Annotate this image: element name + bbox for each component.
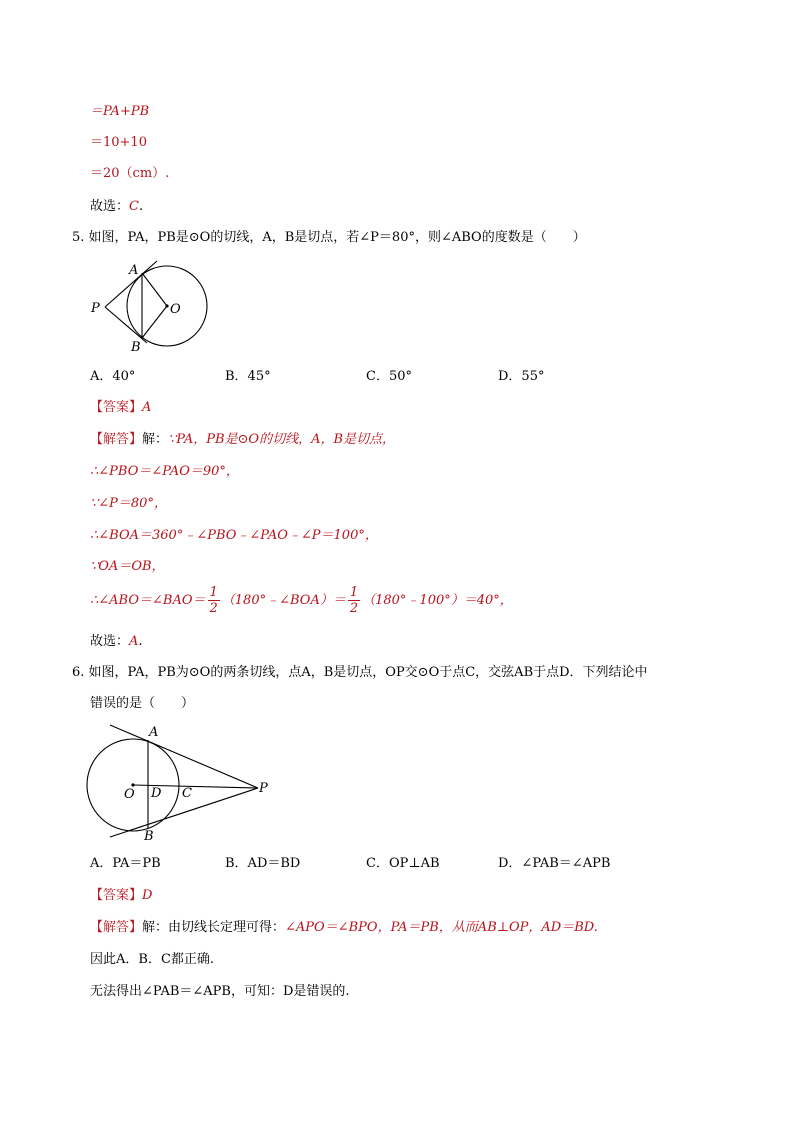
q5-label-p: P xyxy=(91,301,100,316)
q6-option-a: A．PA＝PB xyxy=(90,856,161,871)
q6-answer-tag: 【答案】 xyxy=(90,888,143,903)
q6-analysis-line-3: 无法得出∠PAB＝∠APB，可知：D是错误的. xyxy=(90,984,350,999)
q6-option-c: C．OP⊥AB xyxy=(366,856,440,871)
q5-step-5: ∵OA＝OB， xyxy=(90,559,165,574)
q5-label-b: B xyxy=(131,340,141,354)
q6-analysis-line-2: 因此A．B．C都正确. xyxy=(90,952,215,967)
q6-analysis-lead: 解：由切线长定理可得： xyxy=(142,920,286,935)
q6-text-1: 如图，PA，PB为⊙O的两条切线，点A，B是切点，OP交⊙O于点C，交弦AB于点D．下列结论中 xyxy=(88,665,648,680)
q5-center-dot xyxy=(165,304,168,307)
q5-answer-tag: 【答案】 xyxy=(90,400,143,415)
prev-answer-suffix: . xyxy=(138,199,144,214)
q5-text: 如图，PA，PB是⊙O的切线，A，B是切点，若∠P＝80°，则∠ABO的度数是（ ） xyxy=(88,230,586,245)
q5-label-o: O xyxy=(170,302,181,317)
q6-analysis-math: ∠APO＝∠BPO，PA＝PB，从而AB⊥OP，AD＝BD. xyxy=(285,920,598,935)
q5-tangent-pb xyxy=(105,307,147,343)
prev-step-1: ＝PA+PB xyxy=(90,104,150,119)
q6-label-c: C xyxy=(182,786,192,801)
prev-answer-line xyxy=(90,198,143,216)
q5-label-a: A xyxy=(129,263,139,278)
q5-step-4: ∴∠BOA＝360°﹣∠PBO﹣∠PAO﹣∠P＝100°， xyxy=(90,528,378,543)
q6-analysis-tag: 【解答】 xyxy=(90,920,143,935)
q6-label-d: D xyxy=(151,786,162,801)
q6-label-p: P xyxy=(259,781,268,796)
q5-step-2: ∴∠PBO＝∠PAO＝90°， xyxy=(90,464,239,479)
q5-choose-value: A xyxy=(129,634,139,649)
q5-choose-suffix: . xyxy=(138,634,143,649)
prev-answer-prefix: 故选： xyxy=(90,199,130,214)
q5-step-3: ∵∠P＝80°， xyxy=(90,496,167,511)
prev-answer-value: C xyxy=(129,199,139,214)
q5-fraction-2 xyxy=(348,585,360,616)
q5-option-a: A．40° xyxy=(90,369,136,384)
q5-step-1: ∵PA，PB是⊙O的切线，A，B是切点， xyxy=(168,432,396,447)
q5-answer xyxy=(90,399,151,417)
q5-stem xyxy=(72,229,586,247)
q5-step-6-a: ∴∠ABO＝∠BAO＝ xyxy=(90,593,206,608)
q5-option-c: C．50° xyxy=(366,369,412,384)
q5-fraction-1-num: 1 xyxy=(209,585,218,600)
q6-answer-value: D xyxy=(142,888,153,903)
q5-choose xyxy=(90,633,143,651)
q5-option-d: D．55° xyxy=(498,369,545,384)
q5-answer-value: A xyxy=(142,400,152,415)
q5-number: 5. xyxy=(72,230,85,245)
q6-analysis-line-1 xyxy=(90,919,598,937)
q6-label-a: A xyxy=(149,725,159,740)
q5-option-b: B．45° xyxy=(225,369,271,384)
q6-figure xyxy=(86,720,276,845)
q6-label-o: O xyxy=(124,787,135,802)
q5-analysis-tag: 【解答】 xyxy=(90,432,143,447)
prev-step-3: ＝20（cm）. xyxy=(90,166,170,181)
q6-stem-line-2: 错误的是（ ） xyxy=(90,696,195,711)
q5-choose-prefix: 故选： xyxy=(90,634,130,649)
q5-figure xyxy=(85,258,215,354)
q6-number: 6. xyxy=(72,665,85,680)
q5-fraction-1-den: 2 xyxy=(209,601,218,616)
q5-step-6-b: （180°﹣∠BOA）＝ xyxy=(221,593,346,608)
q5-step-6-c: （180°﹣100°）＝40°， xyxy=(362,593,513,608)
q6-stem-line-1 xyxy=(72,664,648,682)
q5-step-6 xyxy=(90,584,513,618)
q6-tangent-pa xyxy=(110,725,258,788)
q6-option-b: B．AD＝BD xyxy=(225,856,301,871)
q5-fraction-2-den: 2 xyxy=(349,601,359,616)
q5-radius-ob xyxy=(142,306,167,338)
prev-step-2: ＝10+10 xyxy=(90,135,147,150)
q6-label-b: B xyxy=(144,829,154,844)
q6-answer xyxy=(90,887,152,905)
q5-analysis-head xyxy=(90,431,395,449)
q6-option-d: D．∠PAB＝∠APB xyxy=(498,856,611,871)
q5-fraction-2-num: 1 xyxy=(349,585,359,600)
q5-radius-oa xyxy=(142,273,167,306)
q5-analysis-lead: 解： xyxy=(142,432,169,447)
q5-fraction-1 xyxy=(208,585,220,616)
